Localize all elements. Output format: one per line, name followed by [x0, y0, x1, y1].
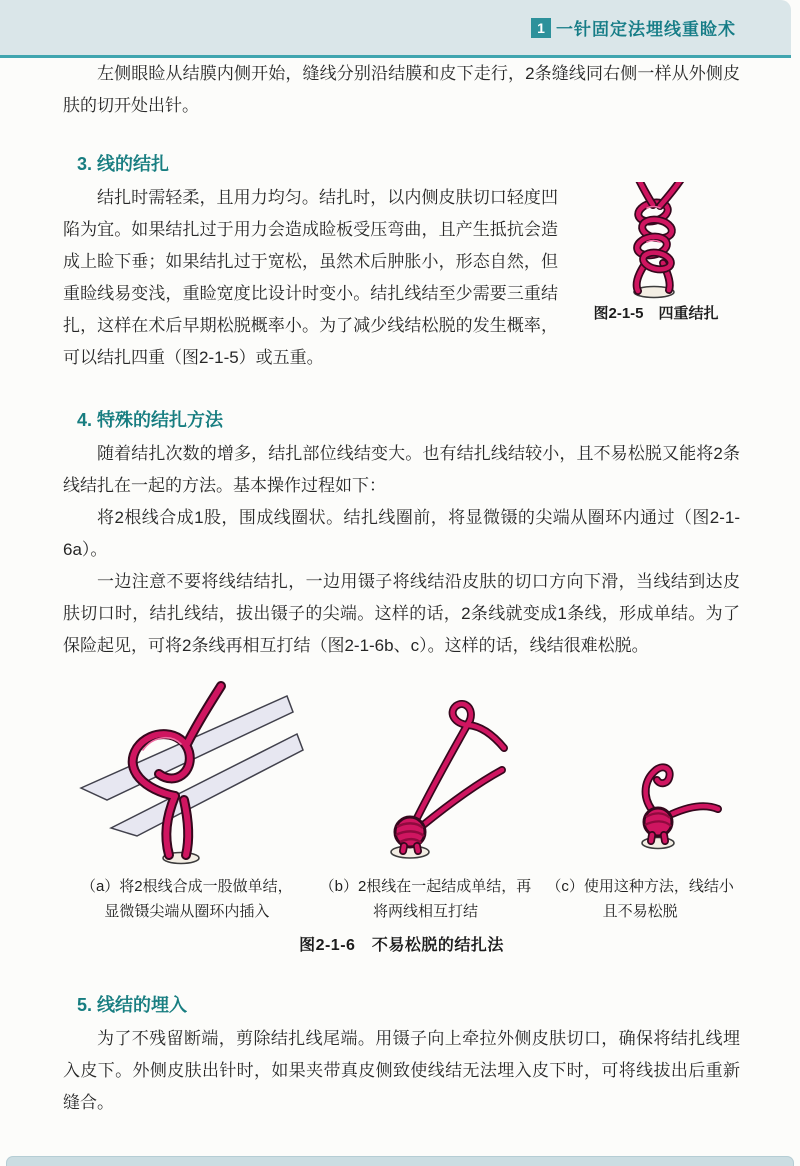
page-footer-band: [6, 1156, 794, 1166]
section-5-heading: 5. 线结的埋入: [77, 995, 188, 1015]
caption-a-line2: 显微镊尖端从圈环内插入: [104, 903, 270, 920]
caption-c-line1: （c）使用这种方法，线结小: [546, 878, 734, 895]
chapter-number-badge: 1: [531, 18, 551, 38]
caption-a-line1: （a）将2根线合成一股做单结，: [80, 878, 293, 895]
section-4-paragraph-1: 随着结扎次数的增多，结扎部位线结变大。也有结扎线结较小，且不易松脱又能将2条线结扎在一起的方法。基本操作过程如下：: [63, 444, 740, 495]
knot-ball: [644, 808, 672, 841]
small-knot-illustration: [590, 710, 740, 870]
caption-a: [63, 874, 311, 924]
section-4-paragraph-3: 一边注意不要将线结结扎，一边用镊子将线结沿皮肤的切口方向下滑，当线结到达皮肤切口时，结扎线结，拔出镊子的尖端。这样的话，2条线就变成1条线，形成单结。为了保险起见，可将2条线再相互打结（图2-1-6b、c）。这样的话，线结很难松脱。: [63, 572, 740, 655]
section-4-heading: 4. 特殊的结扎方法: [77, 410, 224, 430]
section-3-heading: 3. 线的结扎: [77, 154, 170, 174]
knot-ball: [395, 817, 425, 851]
page-header-band: [0, 0, 791, 58]
chapter-title: 一针固定法埋线重睑术: [556, 20, 736, 39]
section-4-paragraph-2: 将2根线合成1股，围成线圈状。结扎线圈前，将显微镊的尖端从圈环内通过（图2-1-6a）。: [63, 508, 740, 559]
caption-c: [540, 874, 740, 924]
figure-2-1-6b: [358, 680, 548, 870]
caption-b-line2: 将两线相互打结: [372, 903, 478, 920]
caption-c-line2: 且不易松脱: [602, 903, 678, 920]
figure-2-1-5: [572, 182, 740, 323]
caption-b-line1: （b）2根线在一起结成单结，再: [319, 878, 532, 895]
skin-hole: [642, 838, 674, 849]
figure-2-1-5-caption: 图2-1-5 四重结扎: [593, 305, 719, 322]
running-head: [531, 15, 736, 40]
thread-strands: [416, 704, 504, 826]
section-5-paragraph: 为了不残留断端，剪除结扎线尾端。用镊子向上牵拉外侧皮肤切口，确保将结扎线埋入皮下。外侧皮肤出针时，如果夹带真皮侧致使线结无法埋入皮下时，可将线拔出后重新缝合。: [63, 1029, 740, 1112]
quadruple-knot-illustration: [581, 182, 731, 300]
knot-loops: [636, 200, 674, 272]
single-knot-forceps-illustration: [63, 670, 315, 870]
intro-paragraph: 左侧眼睑从结膜内侧开始，缝线分别沿结膜和皮下走行，2条缝线同右侧一样从外侧皮肤的切开处出针。: [63, 64, 740, 115]
figure-2-1-6a: [63, 670, 315, 870]
figure-2-1-6-subcaptions: [63, 874, 740, 924]
figure-2-1-6-caption: 图2-1-6 不易松脱的结扎法: [299, 937, 504, 954]
figure-2-1-6c: [590, 710, 740, 870]
section-3-paragraph: 结扎时需轻柔，且用力均匀。结扎时，以内侧皮肤切口轻度凹陷为宜。如果结扎过于用力会造成睑板受压弯曲，且产生抵抗会造成上睑下垂；如果结扎过于宽松，虽然术后肿胀小，形态自然，但重睑线易变浅，重睑宽度比设计时变小。结扎线结至少需要三重结扎，这样在术后早期松脱概率小。为了减少线结松脱的发生概率，可以结扎四重（图2-1-5）或五重。: [63, 188, 558, 367]
figure-2-1-6: [63, 670, 740, 870]
caption-b: [311, 874, 541, 924]
section-3-body: [63, 182, 740, 374]
knot-tying-illustration: [358, 680, 548, 870]
